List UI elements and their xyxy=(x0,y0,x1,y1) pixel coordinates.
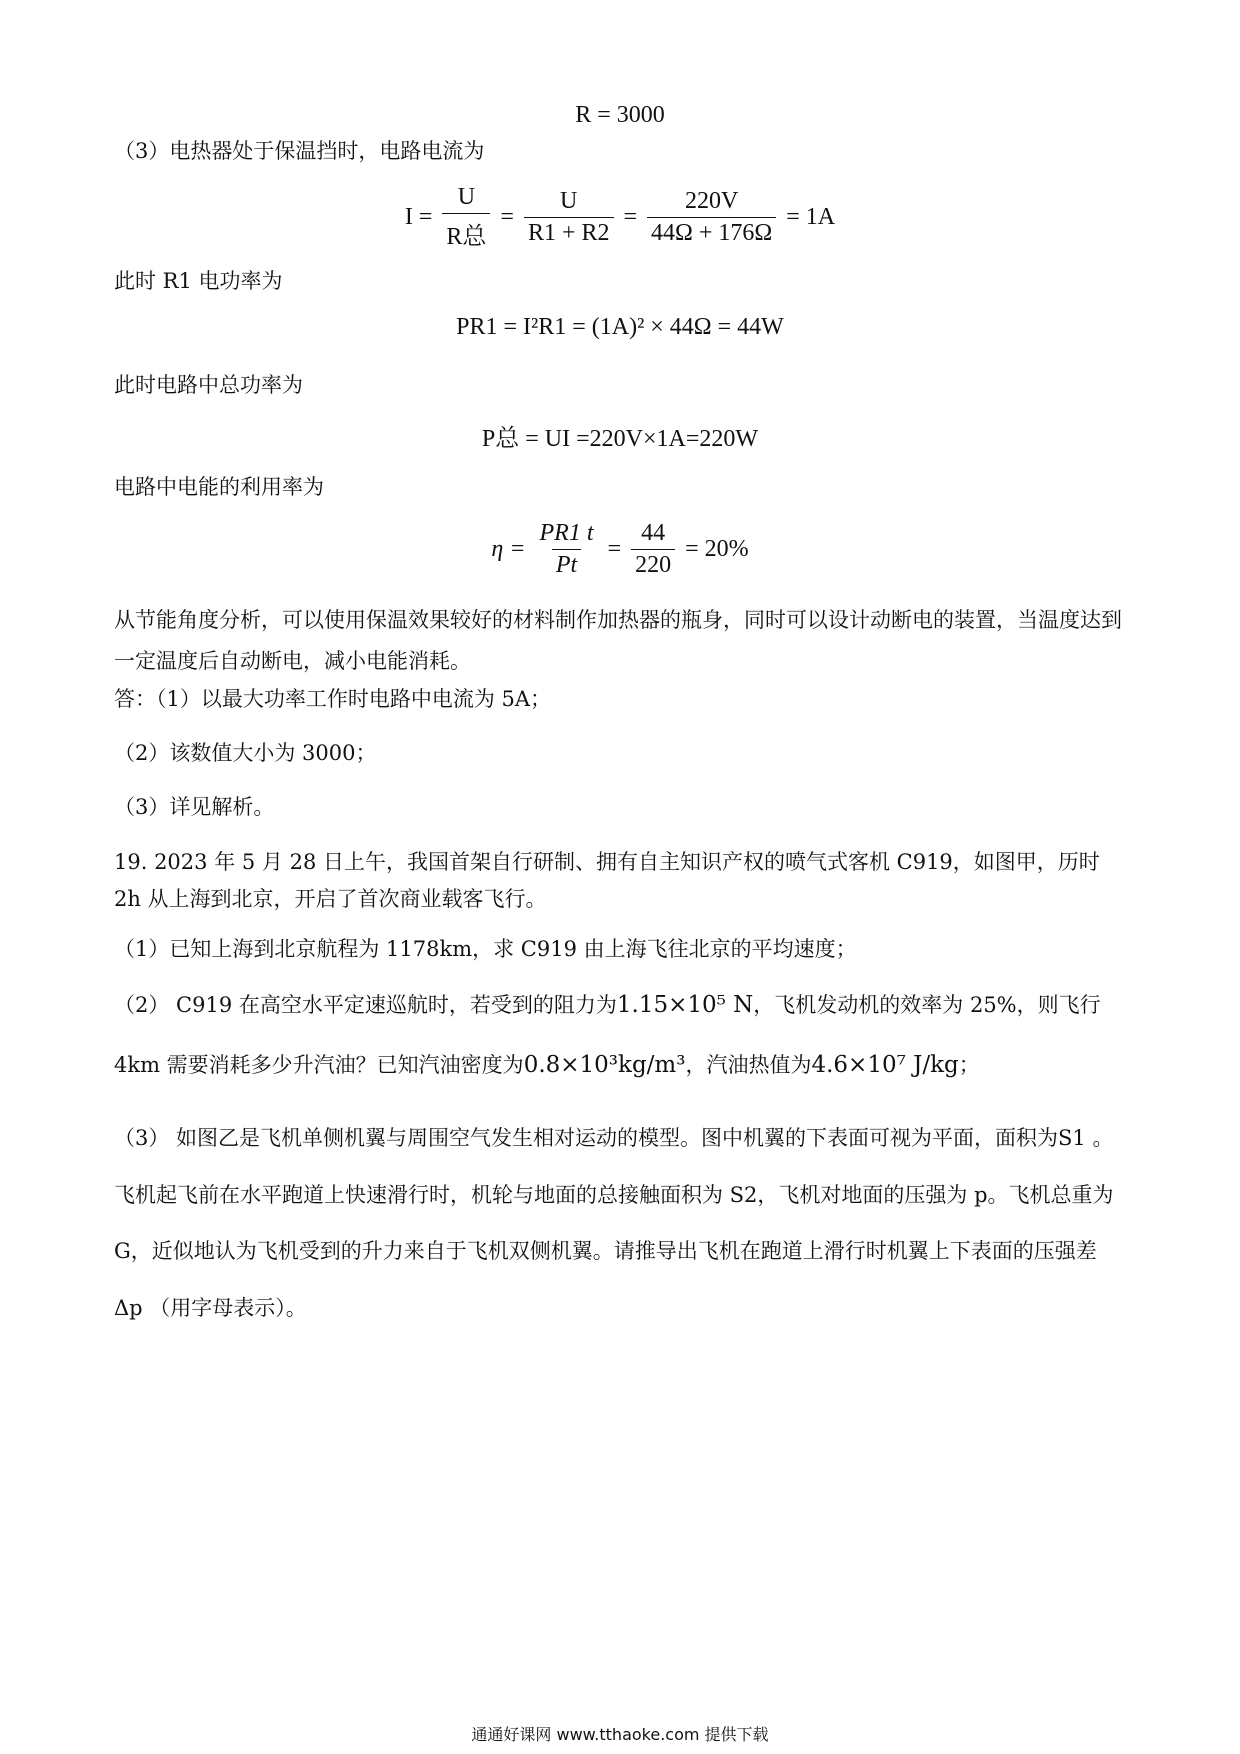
fraction-numerator: PR1 t xyxy=(539,520,594,546)
question19-part1: （1）已知上海到北京航程为 1178km，求 C919 由上海飞往北京的平均速度； xyxy=(114,937,857,961)
text-fragment: 4km 需要消耗多少升汽油？已知汽油密度为 xyxy=(114,1053,524,1077)
question19-part2-line2 xyxy=(114,1048,1129,1083)
eq-eta-lhs: η = xyxy=(491,536,526,562)
equation-efficiency xyxy=(0,520,1240,579)
text-fragment: ，汽油热值为 xyxy=(685,1053,812,1077)
equation-text: P总 = UI =220V×1A=220W xyxy=(481,426,759,452)
equation-text: R = 3000 xyxy=(575,102,665,128)
question19-intro: 19. 2023 年 5 月 28 日上午，我国首架自行研制、拥有自主知识产权的喷气式客机 C919，如图甲，历时 2h 从上海到北京，开启了首次商业载客飞行。 xyxy=(114,850,1100,911)
fraction-numerator: U xyxy=(560,188,578,214)
fraction-denominator: R总 xyxy=(442,213,490,251)
fraction-numerator: 44 xyxy=(641,520,666,546)
text-fragment: ，飞机发动机的效率为 25%，则飞行 xyxy=(753,993,1101,1017)
fraction-numerator: U xyxy=(457,184,476,210)
equation-r1-power xyxy=(0,314,1240,341)
fraction-denominator: 220 xyxy=(631,549,675,579)
equation-current xyxy=(0,184,1240,251)
r1-power-intro: 此时 R1 电功率为 xyxy=(114,269,283,293)
part3-heading: （3）电热器处于保温挡时，电路电流为 xyxy=(114,139,485,163)
resistance-force-value: 1.15×10⁵ N xyxy=(616,992,754,1018)
equation-text: PR1 = I²R1 = (1A)² × 44Ω = 44W xyxy=(456,314,784,340)
answer-part1: 答：（1）以最大功率工作时电路中电流为 5A； xyxy=(114,687,552,711)
fraction-u-over-r1r2 xyxy=(524,188,614,247)
answer-part2: （2）该数值大小为 3000； xyxy=(114,741,377,765)
text-fragment: ； xyxy=(958,1053,980,1077)
text-fragment: S1 。飞机起飞前在水平跑道上快速滑行时，机轮与地面的总接触面积为 S2，飞机对地面的压强为 p。飞机总重为 G，近似地认为飞机受到的升力来自于飞机双侧机翼。请推导出飞机在跑道上滑行时机翼上下表面的压强差 Δp （用字母表示）。 xyxy=(114,1126,1114,1321)
equals-sign: = xyxy=(607,536,622,562)
total-power-intro: 此时电路中总功率为 xyxy=(114,373,303,397)
eq-current-lhs: I = xyxy=(404,204,433,230)
fraction-numerator: 220V xyxy=(684,188,739,214)
fraction-u-over-rtotal xyxy=(442,184,490,251)
eq-current-result: = 1A xyxy=(786,204,836,230)
efficiency-intro: 电路中电能的利用率为 xyxy=(114,475,324,499)
energy-saving-paragraph: 从节能角度分析，可以使用保温效果较好的材料制作加热器的瓶身，同时可以设计动断电的装置，当温度达到一定温度后自动断电，减小电能消耗。 xyxy=(114,608,1122,673)
question19-part3 xyxy=(114,1110,1129,1337)
equation-total-power xyxy=(0,418,1240,453)
fraction-denominator: R1 + R2 xyxy=(524,217,614,247)
eq-eta-result: = 20% xyxy=(685,536,749,562)
text-fragment: （2） C919 在高空水平定速巡航时，若受到的阻力为 xyxy=(114,993,617,1017)
fraction-denominator: Pt xyxy=(552,549,581,579)
gasoline-density-value: 0.8×10³kg/m³ xyxy=(523,1052,686,1078)
fraction-voltage-over-resistance xyxy=(647,188,776,247)
gasoline-heat-value: 4.6×10⁷ J/kg xyxy=(811,1052,959,1078)
fraction-denominator: 44Ω + 176Ω xyxy=(647,217,776,247)
equation-r-value xyxy=(0,102,1240,129)
page-footer: 通通好课网 www.tthaoke.com 提供下载 xyxy=(471,1725,769,1744)
equals-sign: = xyxy=(500,204,514,230)
fraction-pr1t-over-pt xyxy=(536,520,598,579)
text-fragment: （3） 如图乙是飞机单侧机翼与周围空气发生相对运动的模型。图中机翼的下表面可视为平面，面积为 xyxy=(114,1126,1059,1150)
equals-sign: = xyxy=(623,204,638,230)
question19-part2-line1 xyxy=(114,988,1129,1023)
answer-part3: （3）详见解析。 xyxy=(114,795,275,819)
fraction-44-over-220 xyxy=(631,520,675,579)
